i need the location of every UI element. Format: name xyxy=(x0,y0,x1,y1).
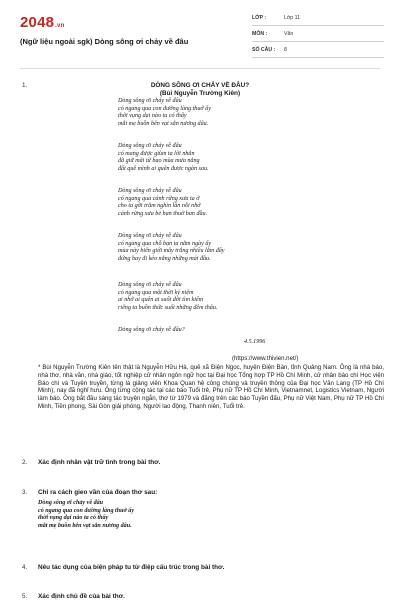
poem-line: có mang được giùm ta lời nhắn xyxy=(118,150,195,157)
excerpt-line: Dòng sông ơi chảy về đâu xyxy=(38,500,104,506)
poem-stanza xyxy=(118,282,358,312)
poem-line: có ngang qua con đường làng thuở ấy xyxy=(118,105,211,112)
poem-stanza xyxy=(118,327,358,335)
question-text: Xác định nhân vật trữ tình trong bài thơ. xyxy=(38,459,161,466)
question-text: Nêu tác dụng của biện pháp tu từ điệp cấu trúc trong bài thơ. xyxy=(38,564,225,571)
question-number: 2. xyxy=(22,459,28,466)
meta-key: SỐ CÂU : xyxy=(252,47,276,53)
document-title: (Ngữ liệu ngoài sgk) Dòng sông ơi chảy về đâu xyxy=(20,37,189,46)
question-number: 1. xyxy=(22,82,28,89)
poem-line: đất quê mình ai quên được ngàn sau. xyxy=(118,165,209,172)
poem-line: Dòng sông ơi chảy về đâu xyxy=(118,143,182,149)
poem-title: DÒNG SÔNG ƠI CHẢY VỀ ĐÂU? xyxy=(150,82,250,89)
poem-line: Dòng sông ơi chảy về đâu xyxy=(118,188,182,194)
meta-row-question-count xyxy=(252,46,384,58)
logo-suffix: .vn xyxy=(55,23,65,29)
meta-value: 8 xyxy=(284,47,287,53)
poem-line: đứng bay đi kéo nắng những mái đầu. xyxy=(118,255,211,262)
poem-date: 4.5.1996 xyxy=(244,339,266,345)
poem-line: Dòng sông ơi chảy về đâu? xyxy=(118,327,185,333)
question-excerpt xyxy=(38,500,134,530)
meta-key: MÔN : xyxy=(252,31,268,37)
poem-line: cho ta gởi trăm nghìn lần nỗi nhớ xyxy=(118,203,201,210)
page-header xyxy=(0,0,400,66)
meta-value: Văn xyxy=(284,31,294,37)
poem-line: mùa này biên giới mây trắng nhiều lắm đấy xyxy=(118,248,225,255)
poem-line: có ngang qua cánh rừng xưa ta ở xyxy=(118,195,200,202)
poem-stanza xyxy=(118,98,358,128)
excerpt-line: mắt mẹ buồn bên vạt sắn nương dâu. xyxy=(38,522,132,529)
question-number: 4. xyxy=(22,564,28,571)
poem-line: Dòng sông ơi chảy về đâu xyxy=(118,282,182,288)
poem-line: có ngang qua một thời kỷ niệm xyxy=(118,289,194,296)
meta-value: Lớp 11 xyxy=(284,15,300,21)
poem-line: đã giữ mãi từ bao mùa mưa nắng xyxy=(118,158,200,165)
poem-stanza xyxy=(118,233,358,263)
poem-line: có ngang qua chỗ bạn ta nằm ngày ấy xyxy=(118,240,212,247)
document-meta xyxy=(252,14,384,62)
poem-line: thời vụng dại nào ta có thấy xyxy=(118,113,187,120)
logo-text: 2048 xyxy=(20,14,55,31)
question-text: Chỉ ra cách gieo vần của đoạn thơ sau: xyxy=(38,489,158,496)
meta-key: LỚP : xyxy=(252,15,267,21)
poem-line: Dòng sông ơi chảy về đâu xyxy=(118,98,182,104)
excerpt-line: thời vụng dại nào ta có thấy xyxy=(38,515,109,522)
meta-row-subject xyxy=(252,30,384,42)
poem-line: ai nhớ ai quên ai suốt đời tìm kiếm xyxy=(118,297,204,304)
meta-row-class xyxy=(252,14,384,26)
site-logo[interactable] xyxy=(20,14,64,31)
question-number: 3. xyxy=(22,489,28,496)
source-citation: (https://www.thivien.net/) xyxy=(232,355,299,362)
poem-author: (Bùi Nguyễn Trường Kiên) xyxy=(159,90,241,97)
header-divider xyxy=(20,68,380,69)
excerpt-line: có ngang qua con đường làng thuở ấy xyxy=(38,507,135,514)
poem-line: cánh rừng xưa bè bạn thuở ban đầu. xyxy=(118,210,208,217)
poem-stanza xyxy=(118,143,358,173)
question-number: 5. xyxy=(22,593,28,600)
poem-line: riêng ta buồn thức suốt những đêm thâu. xyxy=(118,304,218,311)
question-text: Xác định chủ đề của bài thơ. xyxy=(38,593,125,600)
poem-stanza xyxy=(118,188,358,218)
author-note: * Bùi Nguyễn Trường Kiên tên thật là Nguyễn Hữu Hà, quê xã Điện Ngọc, huyện Điện Bàn, tỉnh Quảng Nam. Ông là nhà báo, nhà thơ, nhà văn, nhà giáo, tốt nghiệp cử nhân ngôn ngữ học tại Đại học Tổng hợp TP Hồ Chí Minh, cử nhân báo chí Học viện Báo chí và Tuyên truyền, từng là giảng viên Khoa Quan hệ công chúng và truyền thông của Đại học Văn Lang (TP Hồ Chí Minh), nay đã nghỉ hưu. Ông từng cộng tác tại các báo Tuổi trẻ, Phụ nữ TP Hồ Chí Minh, Vietnamnet, Logistics Vietnam, Người làm báo. Ông bắt đầu sáng tác truyện ngắn, thơ từ 1979 và đăng trên các báo Tuyền đấu, Phụ nữ Việt Nam, Phụ nữ TP Hồ Chí Minh, Tiền phong, Sài Gòn giải phóng, Người lao động, Thanh niên, Tuổi trẻ. xyxy=(38,364,384,410)
poem-line: Dòng sông ơi chảy về đâu xyxy=(118,233,182,239)
poem-line: mắt mẹ buồn bên vạt sắn nương dâu. xyxy=(118,120,209,127)
